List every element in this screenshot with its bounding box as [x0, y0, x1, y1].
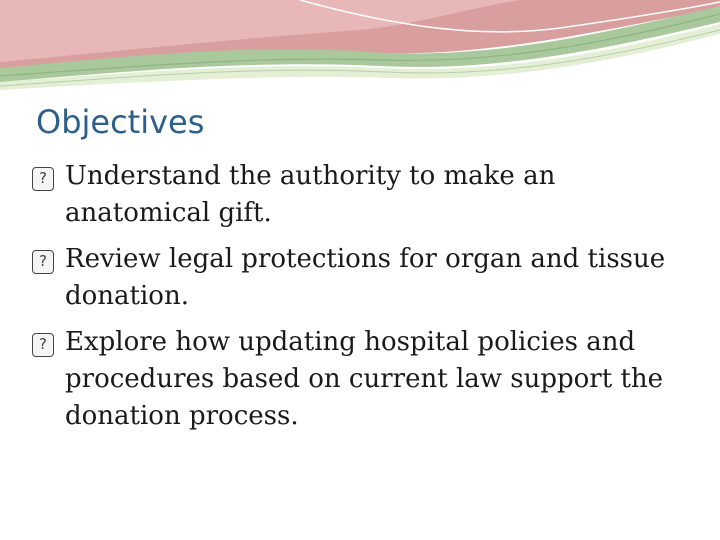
list-item [32, 158, 692, 232]
unrendered-glyph-box-icon [32, 250, 54, 274]
list-item-text: Review legal protections for organ and tissue donation. [65, 244, 666, 311]
objectives-list [32, 158, 692, 444]
list-item [32, 241, 692, 315]
decorative-wave-header [0, 0, 720, 95]
list-item [32, 324, 692, 435]
unrendered-glyph-box-icon [32, 333, 54, 357]
list-item-text: Understand the authority to make an anatomical gift. [65, 161, 556, 228]
list-item-text: Explore how updating hospital policies and procedures based on current law support the donation process. [65, 327, 664, 431]
unrendered-glyph-box-icon [32, 167, 54, 191]
slide-title: Objectives [36, 103, 205, 141]
